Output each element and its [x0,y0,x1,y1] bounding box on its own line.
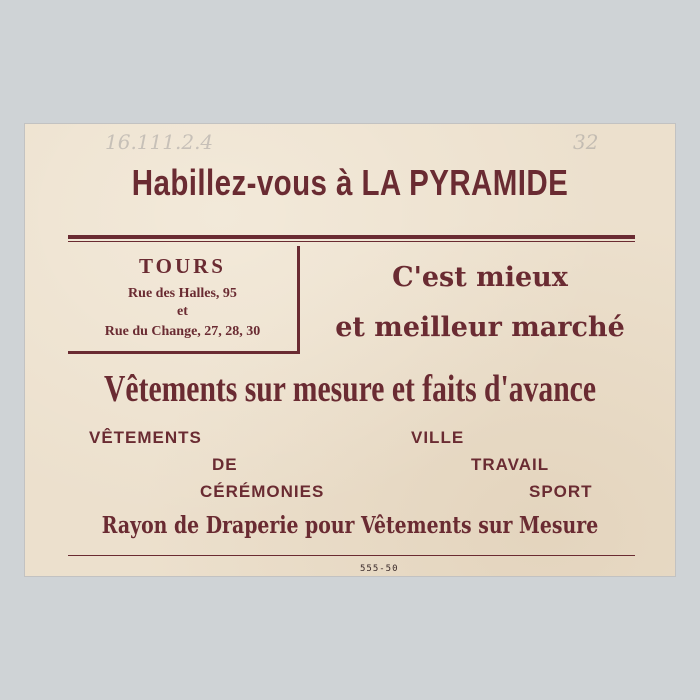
category-right-2: TRAVAIL [471,455,550,474]
bottom-rule [68,555,635,556]
pencil-note-left: 16.111.2.4 [105,130,214,154]
slogan-line-2: et meilleur marché [335,312,625,343]
rayon-line: Rayon de Draperie pour Vêtements sur Mesure [101,512,599,539]
address-line-1: Rue des Halles, 95 [128,286,237,301]
address-joiner: et [177,304,188,319]
pencil-note-right: 32 [573,130,599,154]
vetements-heading: Vêtements sur mesure et faits d'avance [104,368,596,410]
address-line-2: Rue du Change, 27, 28, 30 [104,324,261,339]
slogan-line-1: C'est mieux [392,262,568,293]
category-left-3: CÉRÉMONIES [200,482,325,501]
title-rule-thin [68,241,635,242]
address-box [68,246,300,354]
advertising-card [25,124,675,576]
printer-mark: 555-50 [360,564,399,574]
title-rule [68,235,635,239]
card-title: Habillez-vous à LA PYRAMIDE [131,162,569,203]
category-left-2: DE [212,455,238,474]
city-name: TOURS [139,254,226,278]
category-left-1: VÊTEMENTS [89,428,202,447]
category-right-3: SPORT [529,482,593,501]
category-right-1: VILLE [411,428,465,447]
